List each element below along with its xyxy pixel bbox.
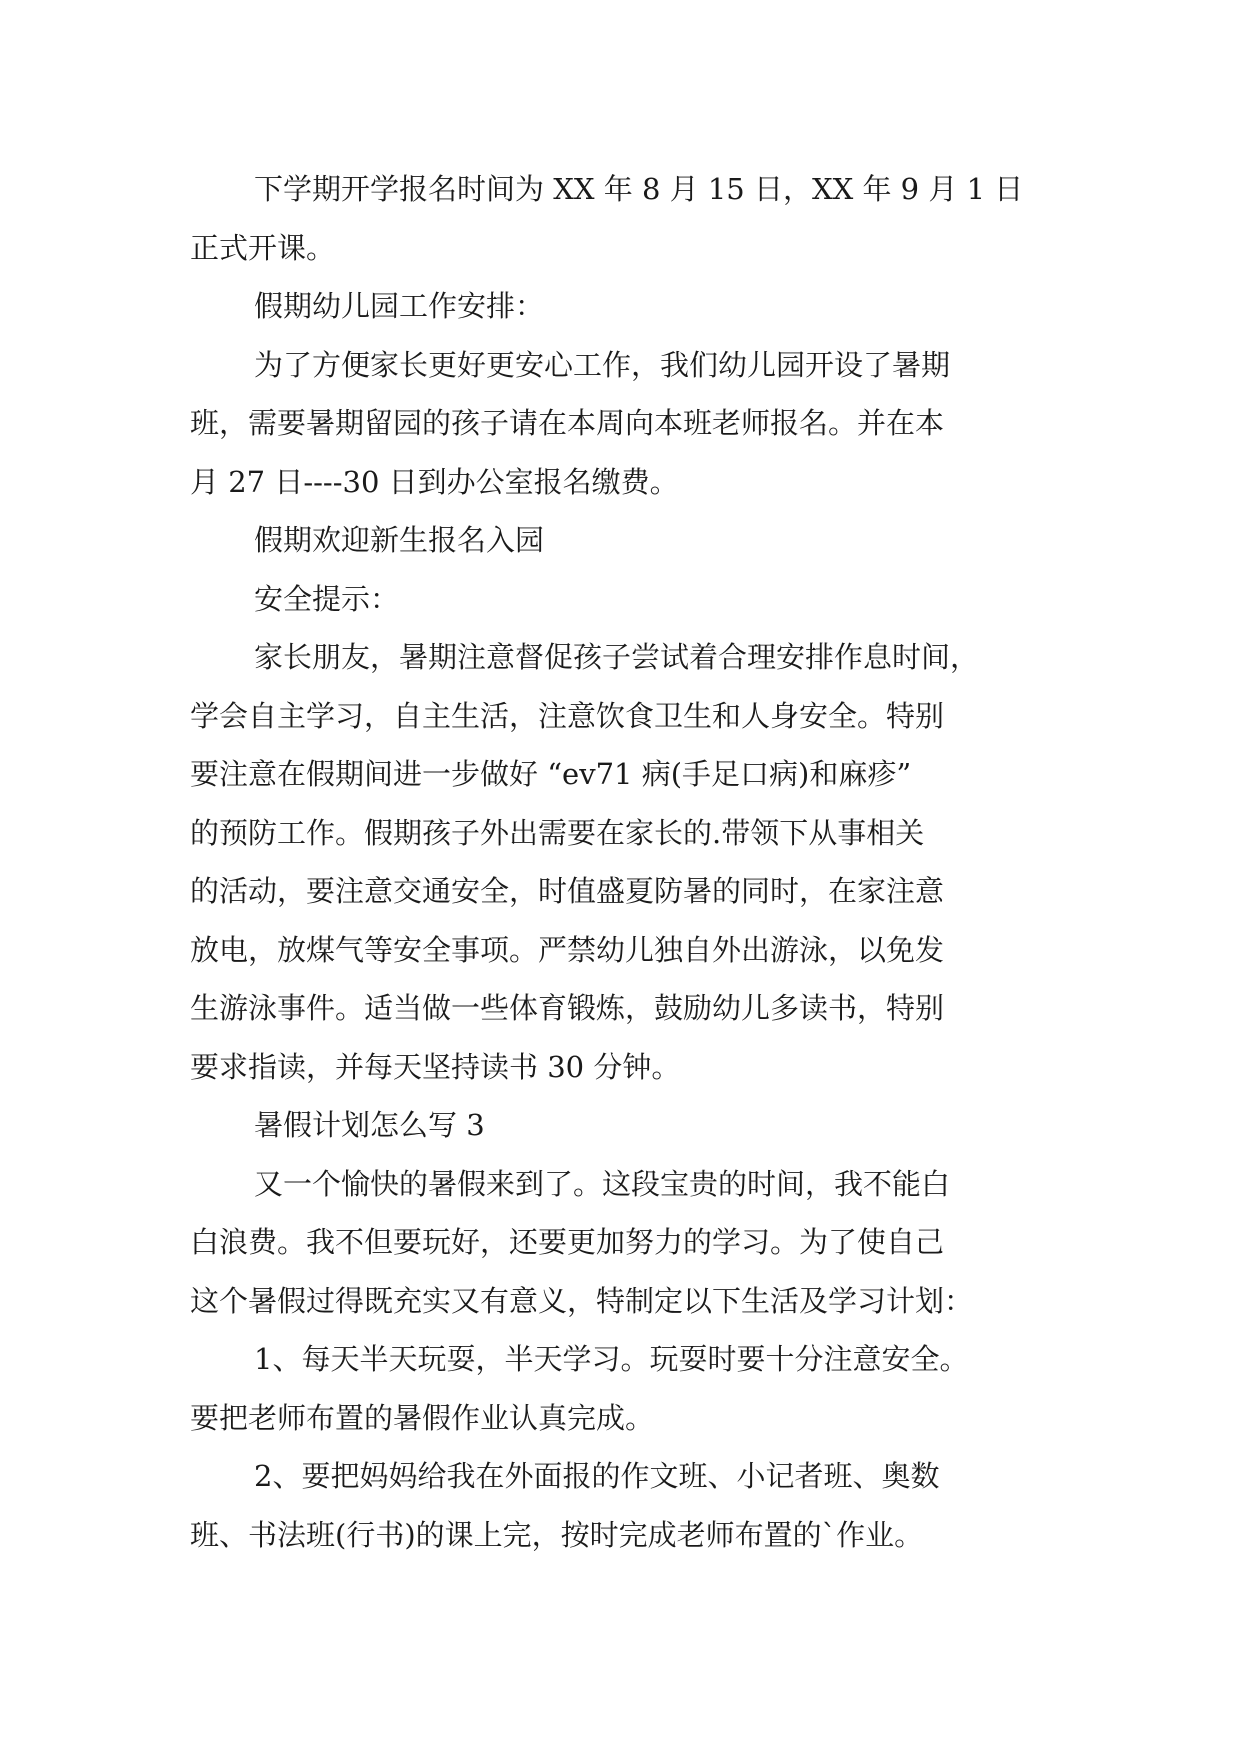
text-line: 要求指读，并每天坚持读书 30 分钟。 xyxy=(190,1049,681,1084)
list-item: 1、每天半天玩耍，半天学习。玩耍时要十分注意安全。 xyxy=(254,1342,969,1376)
text-line: 又一个愉快的暑假来到了。这段宝贵的时间，我不能白 xyxy=(254,1166,951,1201)
text-line: 假期欢迎新生报名入园 xyxy=(254,523,545,557)
text-line: 班，需要暑期留园的孩子请在本周向本班老师报名。并在本 xyxy=(190,406,945,440)
text-line: 月 27 日----30 日到办公室报名缴费。 xyxy=(190,464,679,499)
text-line: 下学期开学报名时间为 XX 年 8 月 15 日，XX 年 9 月 1 日 xyxy=(254,172,1024,206)
text-line: 放电，放煤气等安全事项。严禁幼儿独自外出游泳，以免发 xyxy=(190,932,945,967)
text-line: 要把老师布置的暑假作业认真完成。 xyxy=(190,1400,655,1435)
section-heading: 安全提示： xyxy=(254,581,400,616)
text-line: 生游泳事件。适当做一些体育锻炼，鼓励幼儿多读书，特别 xyxy=(190,991,945,1025)
text-line: 正式开课。 xyxy=(190,230,336,265)
text-line: 为了方便家长更好更安心工作，我们幼儿园开设了暑期 xyxy=(254,347,951,382)
document-body xyxy=(190,160,1052,1564)
section-heading: 暑假计划怎么写 3 xyxy=(254,1108,485,1142)
text-line: 班、书法班(行书)的课上完，按时完成老师布置的`作业。 xyxy=(190,1517,924,1552)
section-heading: 假期幼儿园工作安排： xyxy=(254,289,545,323)
text-line: 学会自主学习，自主生活，注意饮食卫生和人身安全。特别 xyxy=(190,698,945,733)
text-line: 的活动，要注意交通安全，时值盛夏防暑的同时，在家注意 xyxy=(190,874,945,908)
text-line: 白浪费。我不但要玩好，还要更加努力的学习。为了使自己 xyxy=(190,1225,945,1259)
text-line: 要注意在假期间进一步做好 “ev71 病(手足口病)和麻疹” xyxy=(190,757,912,791)
text-line: 这个暑假过得既充实又有意义，特制定以下生活及学习计划： xyxy=(190,1283,974,1318)
text-line: 的预防工作。假期孩子外出需要在家长的.带领下从事相关 xyxy=(190,815,925,850)
list-item: 2、要把妈妈给我在外面报的作文班、小记者班、奥数 xyxy=(254,1459,940,1493)
text-line: 家长朋友，暑期注意督促孩子尝试着合理安排作息时间， xyxy=(254,640,980,674)
